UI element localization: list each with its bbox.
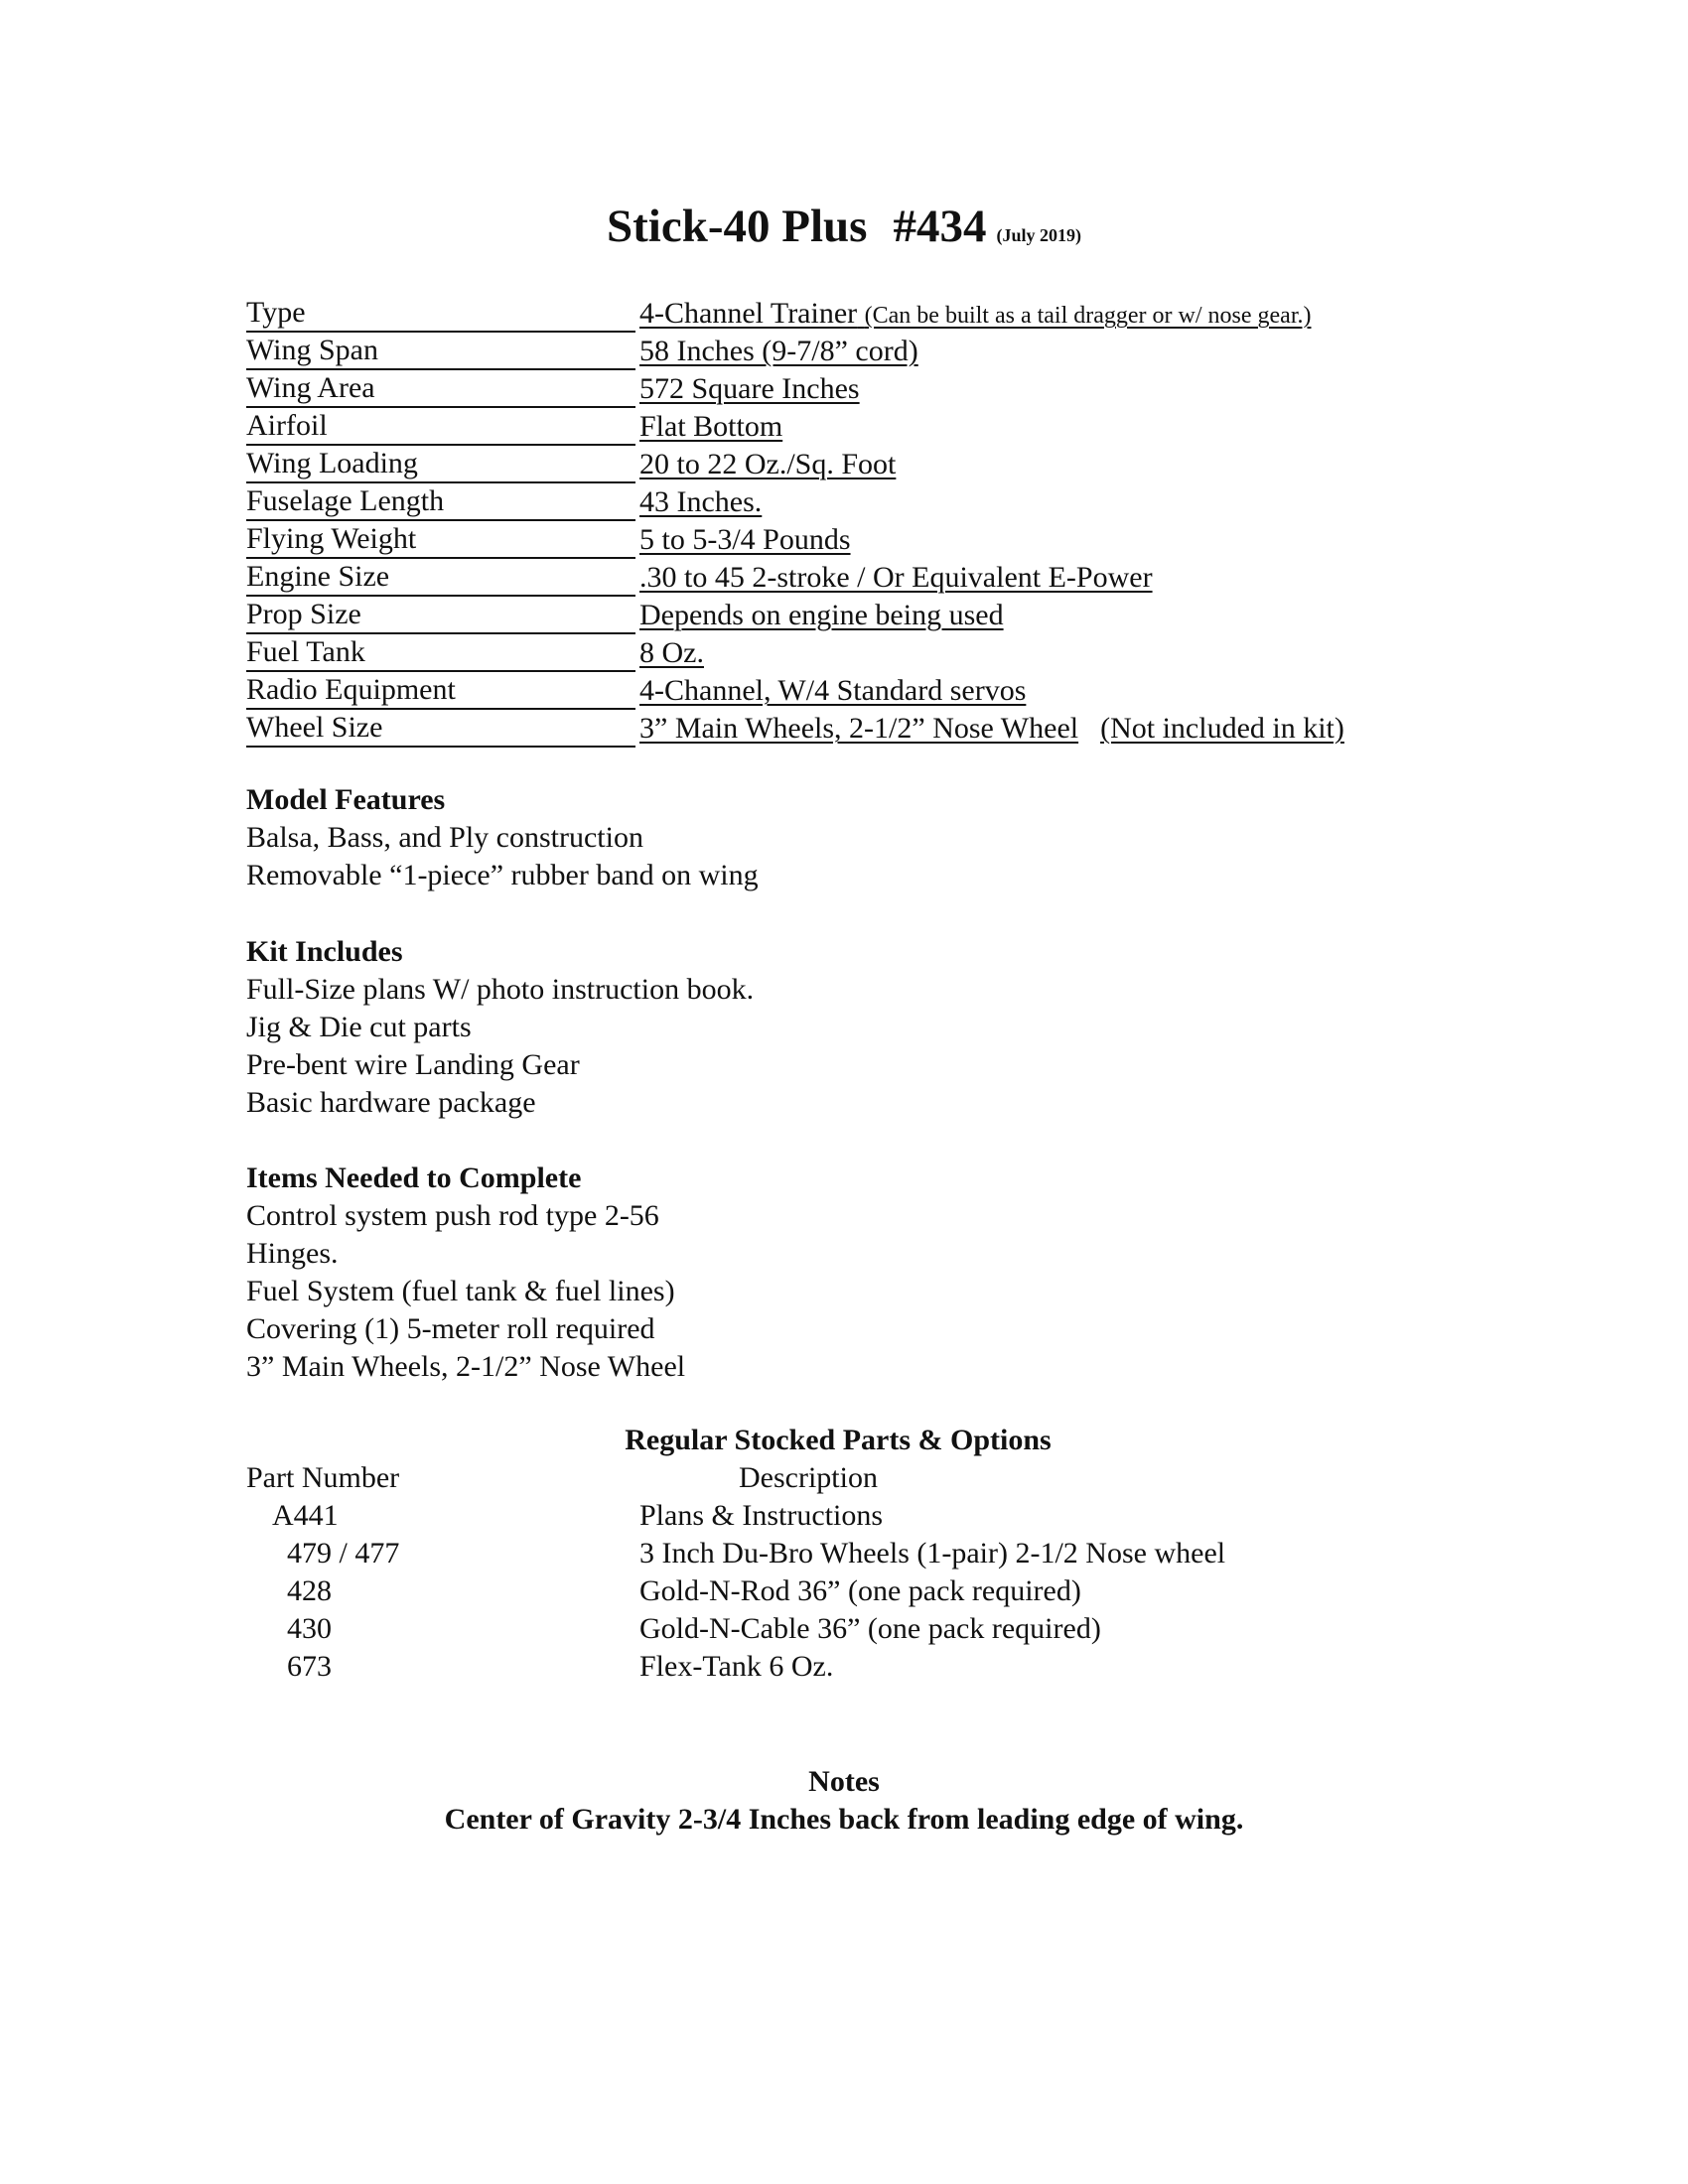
spec-row-radio-equipment bbox=[246, 672, 1438, 710]
spec-row-wheel-size bbox=[246, 710, 1438, 748]
spec-value: 43 Inches. bbox=[639, 485, 763, 518]
spec-note: (Can be built as a tail dragger or w/ nose gear.) bbox=[864, 303, 1312, 329]
notes-section bbox=[0, 1763, 1688, 1839]
list-item: Fuel System (fuel tank & fuel lines) bbox=[246, 1275, 675, 1307]
spec-row-fuselage-length bbox=[246, 483, 1438, 521]
list-item: Jig & Die cut parts bbox=[246, 1011, 472, 1043]
spec-value: 58 Inches (9-7/8” cord) bbox=[639, 335, 918, 367]
list-item: Removable “1-piece” rubber band on wing bbox=[246, 859, 759, 891]
spec-label: Flying Weight bbox=[246, 521, 635, 559]
part-description: Gold-N-Cable 36” (one pack required) bbox=[639, 1612, 1101, 1645]
spec-label: Wing Area bbox=[246, 370, 635, 408]
table-row bbox=[246, 1497, 1438, 1535]
spec-row-airfoil bbox=[246, 408, 1438, 446]
spec-row-type bbox=[246, 295, 1438, 333]
list-item: Control system push rod type 2-56 bbox=[246, 1199, 659, 1232]
section-heading: Model Features bbox=[246, 783, 446, 816]
parts-column-headers bbox=[246, 1459, 1438, 1497]
spec-note: (Not included in kit) bbox=[1100, 712, 1344, 745]
spec-label: Wing Span bbox=[246, 333, 635, 370]
list-item: Hinges. bbox=[246, 1237, 339, 1270]
part-number: 428 bbox=[287, 1574, 332, 1607]
spec-row-wing-loading bbox=[246, 446, 1438, 483]
spec-value: .30 to 45 2-stroke / Or Equivalent E-Power bbox=[639, 561, 1153, 594]
parts-heading: Regular Stocked Parts & Options bbox=[625, 1424, 1052, 1456]
table-row bbox=[246, 1610, 1438, 1648]
spec-value: 4-Channel, W/4 Standard servos bbox=[639, 674, 1027, 707]
spec-label: Engine Size bbox=[246, 559, 635, 597]
spec-label: Airfoil bbox=[246, 408, 635, 446]
spec-value: 20 to 22 Oz./Sq. Foot bbox=[639, 448, 897, 480]
spec-row-prop-size bbox=[246, 597, 1438, 634]
model-number: #434 bbox=[893, 201, 987, 252]
spec-label: Radio Equipment bbox=[246, 672, 635, 710]
spec-label: Prop Size bbox=[246, 597, 635, 634]
kit-includes-section bbox=[246, 933, 754, 1122]
list-item: 3” Main Wheels, 2-1/2” Nose Wheel bbox=[246, 1350, 686, 1383]
spec-value: 5 to 5-3/4 Pounds bbox=[639, 523, 851, 556]
part-description: Gold-N-Rod 36” (one pack required) bbox=[639, 1574, 1081, 1607]
section-heading: Kit Includes bbox=[246, 935, 403, 968]
notes-heading: Notes bbox=[808, 1765, 880, 1798]
section-heading: Items Needed to Complete bbox=[246, 1161, 582, 1194]
part-number: A441 bbox=[272, 1499, 339, 1532]
spec-row-flying-weight bbox=[246, 521, 1438, 559]
model-name: Stick-40 Plus bbox=[607, 201, 868, 252]
spec-label: Wheel Size bbox=[246, 710, 635, 748]
spec-value: 572 Square Inches bbox=[639, 372, 860, 405]
part-description: 3 Inch Du-Bro Wheels (1-pair) 2-1/2 Nose wheel bbox=[639, 1537, 1226, 1570]
list-item: Pre-bent wire Landing Gear bbox=[246, 1048, 580, 1081]
list-item: Basic hardware package bbox=[246, 1086, 536, 1119]
spec-value: 4-Channel Trainer (Can be built as a tail dragger or w/ nose gear.) bbox=[639, 297, 1312, 330]
column-header-part-number: Part Number bbox=[246, 1461, 400, 1494]
spec-label: Fuselage Length bbox=[246, 483, 635, 521]
part-number: 673 bbox=[287, 1650, 332, 1683]
part-description: Plans & Instructions bbox=[639, 1499, 883, 1532]
table-row bbox=[246, 1648, 1438, 1686]
page-title bbox=[0, 197, 1688, 265]
items-needed-section bbox=[246, 1160, 685, 1386]
column-header-description: Description bbox=[739, 1461, 878, 1494]
part-number: 479 / 477 bbox=[287, 1537, 400, 1570]
spec-row-fuel-tank bbox=[246, 634, 1438, 672]
revision-date: (July 2019) bbox=[996, 225, 1081, 245]
table-row bbox=[246, 1535, 1438, 1572]
spec-row-wing-area bbox=[246, 370, 1438, 408]
notes-text: Center of Gravity 2-3/4 Inches back from leading edge of wing. bbox=[444, 1803, 1244, 1836]
list-item: Covering (1) 5-meter roll required bbox=[246, 1312, 655, 1345]
table-row bbox=[246, 1572, 1438, 1610]
spec-value: Depends on engine being used bbox=[639, 599, 1004, 631]
spec-label: Fuel Tank bbox=[246, 634, 635, 672]
spec-label: Type bbox=[246, 295, 635, 333]
list-item: Full-Size plans W/ photo instruction book. bbox=[246, 973, 755, 1006]
spec-value: 3” Main Wheels, 2-1/2” Nose Wheel (Not included in kit) bbox=[639, 712, 1344, 745]
part-description: Flex-Tank 6 Oz. bbox=[639, 1650, 834, 1683]
spec-value: 8 Oz. bbox=[639, 636, 704, 669]
spec-label: Wing Loading bbox=[246, 446, 635, 483]
spec-value: Flat Bottom bbox=[639, 410, 783, 443]
spec-row-engine-size bbox=[246, 559, 1438, 597]
model-features-section bbox=[246, 781, 759, 894]
list-item: Balsa, Bass, and Ply construction bbox=[246, 821, 643, 854]
part-number: 430 bbox=[287, 1612, 332, 1645]
spec-table bbox=[246, 295, 1438, 748]
spec-row-wing-span bbox=[246, 333, 1438, 370]
